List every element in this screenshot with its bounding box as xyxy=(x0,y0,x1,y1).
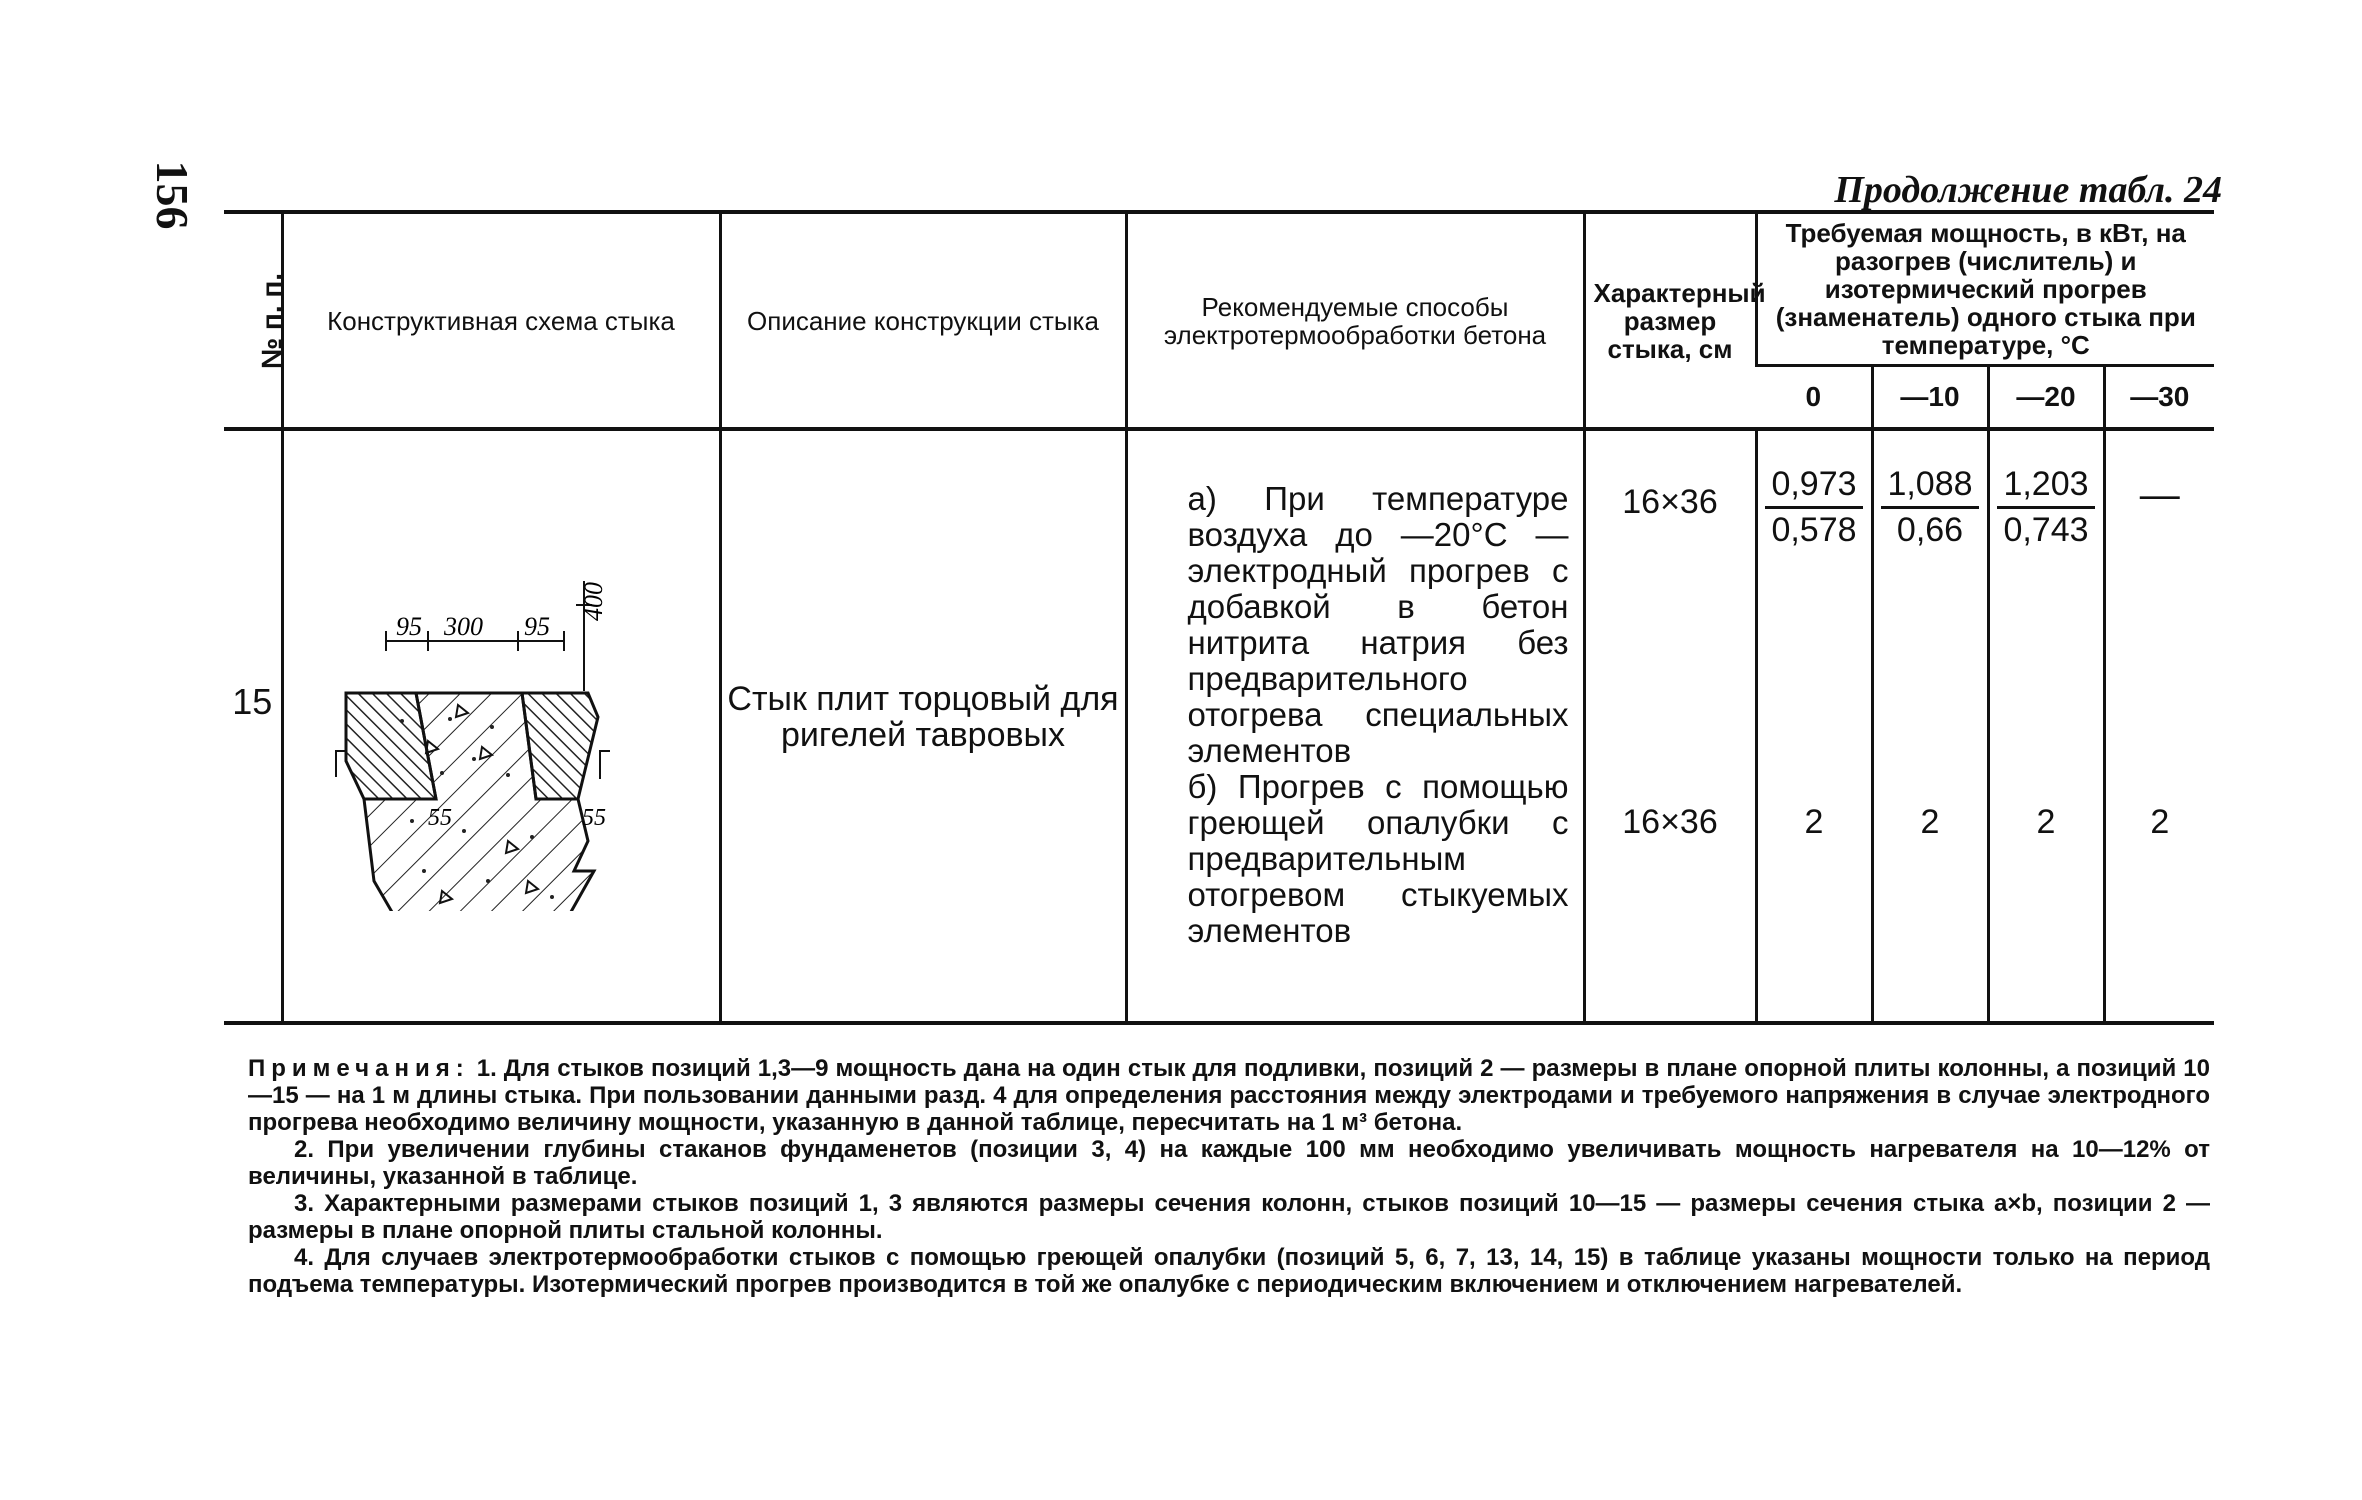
header-description: Описание конструкции стыка xyxy=(720,212,1126,429)
row-number: 15 xyxy=(232,681,273,722)
power-value-b: 2 xyxy=(1920,803,1940,841)
note-2: 2. При увеличении глубины стаканов фундаменетов (позиции 3, 4) на каждые 100 мм необходимо увеличивать мощность нагревателя на 10—12% от величины, указанной в таблице. xyxy=(248,1136,2210,1190)
method-b: б) Прогрев с помощью греющей опалубки с предварительным отогревом стыкуемых элементов xyxy=(1187,768,1569,949)
note-3: 3. Характерными размерами стыков позиций 1, 3 являются размеры сечения колонн, стыков позиций 10—15 — размеры сечения стыка a×b, позиции 2 — размеры в плане опорной плиты стальной колонны. xyxy=(248,1190,2210,1244)
main-table xyxy=(224,210,2214,1025)
joint-schema-diagram xyxy=(332,541,672,911)
dim-300: 300 xyxy=(443,612,483,641)
dim-400: 400 xyxy=(578,582,608,621)
power-value-dash: — xyxy=(2139,473,2180,517)
notes-label: Примечания: xyxy=(248,1055,470,1082)
power-fraction: $\frac{0,973}{0,578}$ xyxy=(1758,465,1871,550)
note-1: Примечания: 1. Для стыков позиций 1,3—9 мощность дана на один стык для подливки, позиций 2 — размеры в плане опорной плиты колонны, а позиций 10—15 — на 1 м длины стыка. При пользовании данными разд. 4 для определения расстояния между электродами и требуемого напряжения в случае электродного прогрева необходимо величину мощности, указанную в данной таблице, пересчитать на 1 м³ бетона. xyxy=(248,1055,2210,1136)
methods-cell xyxy=(1126,429,1584,1023)
table-row xyxy=(224,429,2214,1023)
power-temp-30 xyxy=(2104,429,2214,1023)
power-value-b: 2 xyxy=(1804,803,1824,841)
dim-55-left: 55 xyxy=(427,805,452,831)
header-temp-10: —10 xyxy=(1872,366,1988,430)
method-a: а) При температуре воздуха до —20°С — электродный прогрев с добавкой в бетон нитрита натрия без предварительного отогрева специальных элементов xyxy=(1187,480,1569,769)
power-fraction: $\frac{1,088}{0,66}$ xyxy=(1874,465,1987,550)
header-methods: Рекомендуемые способы электротермообработки бетона xyxy=(1126,212,1584,429)
header-power: Требуемая мощность, в кВт, на разогрев (числитель) и изотермический прогрев (знаменатель) одного стыка при температуре, °С xyxy=(1756,212,2214,366)
dim-95-left: 95 xyxy=(395,612,422,641)
header-temp-20: —20 xyxy=(1988,366,2104,430)
dim-55-right: 55 xyxy=(581,805,606,831)
power-temp-20 xyxy=(1988,429,2104,1023)
power-temp-10 xyxy=(1872,429,1988,1023)
size-method-b: 16×36 xyxy=(1622,803,1718,841)
header-num: № п. п. xyxy=(256,272,288,369)
joint-description: Стык плит торцовый для ригелей тавровых xyxy=(720,429,1126,1023)
note-4: 4. Для случаев электротермообработки стыков с помощью греющей опалубки (позиций 5, 6, 7, 13, 14, 15) в таблице указаны мощности только на период подъема температуры. Изотермический прогрев производится в той же опалубке с периодическим включением и отключением нагревателей. xyxy=(248,1244,2210,1298)
joint-schema-cell xyxy=(282,429,720,1023)
size-method-a: 16×36 xyxy=(1622,483,1718,521)
header-size: Характерный размер стыка, см xyxy=(1584,212,1756,429)
dim-95-right: 95 xyxy=(523,612,550,641)
header-schema: Конструктивная схема стыка xyxy=(282,212,720,429)
size-cell xyxy=(1584,429,1756,1023)
power-value-b: 2 xyxy=(2150,803,2170,841)
page-number: 156 xyxy=(147,160,199,230)
right-support-mark xyxy=(600,751,610,779)
table-continuation-title: Продолжение табл. 24 xyxy=(1834,169,2222,211)
data-table xyxy=(224,210,2214,1025)
power-temp-0 xyxy=(1756,429,1872,1023)
power-value-b: 2 xyxy=(2036,803,2056,841)
header-temp-0: 0 xyxy=(1805,381,1822,412)
header-temp-30: —30 xyxy=(2104,366,2214,430)
power-fraction: $\frac{1,203}{0,743}$ xyxy=(1990,465,2103,550)
notes-section xyxy=(248,1055,2210,1298)
